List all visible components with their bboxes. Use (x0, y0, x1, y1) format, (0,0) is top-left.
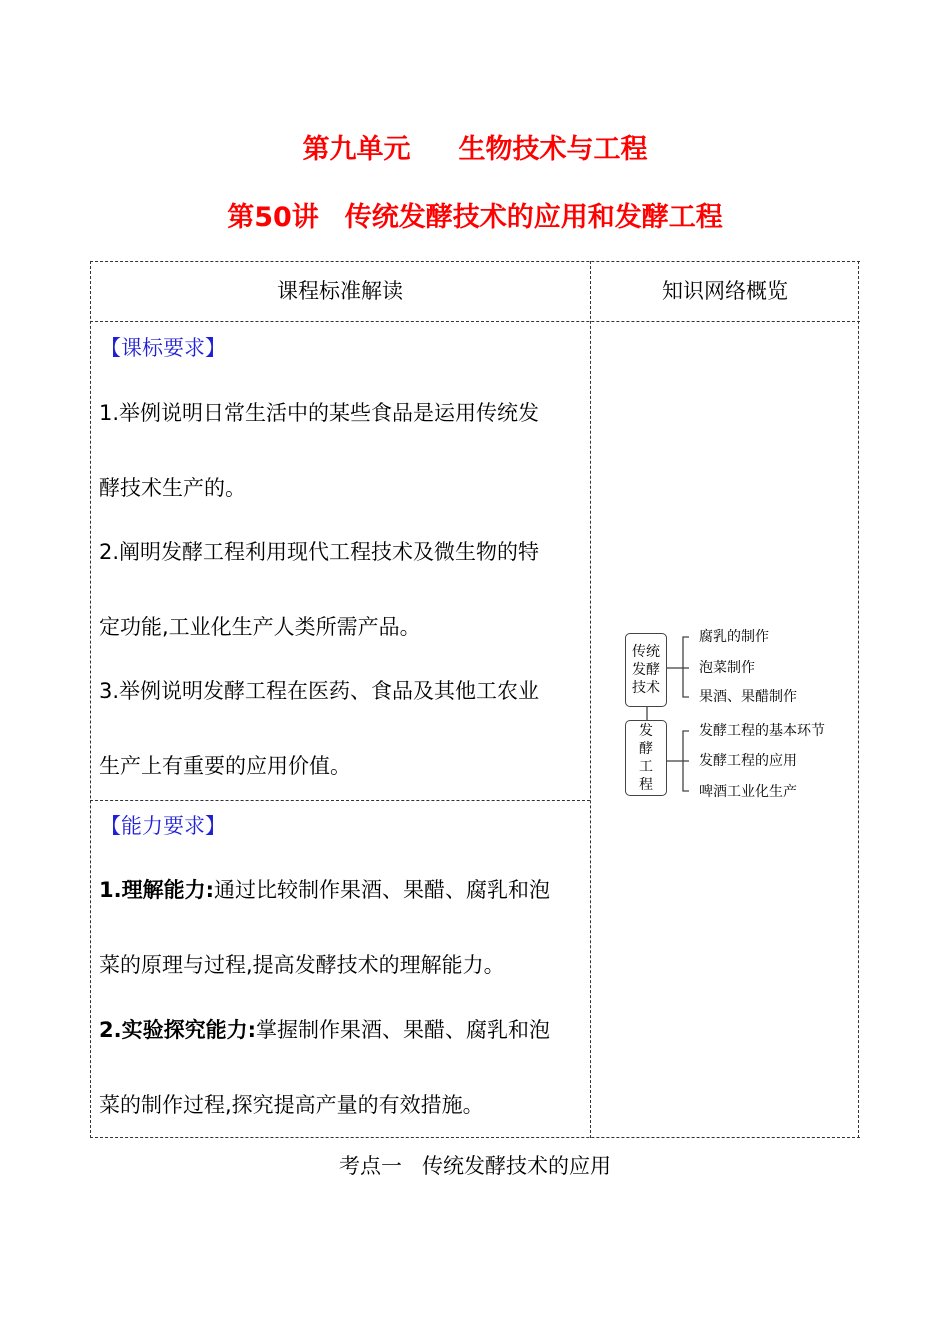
mindmap-node2-line4: 程 (639, 777, 653, 793)
lecture-title (0, 201, 950, 235)
curriculum-item-2-line1: 2.阐明发酵工程利用现代工程技术及微生物的特 (99, 540, 540, 564)
table-border-left (90, 261, 91, 1138)
table-header-divider (90, 321, 860, 322)
ability-item-1-line1: 通过比较制作果酒、果醋、腐乳和泡 (214, 878, 550, 902)
table-column-divider (590, 261, 591, 1138)
course-table (90, 261, 860, 1139)
curriculum-label: 【课标要求】 (100, 336, 226, 360)
ability-label: 【能力要求】 (100, 814, 226, 838)
exam-point-label: 考点一 (339, 1154, 402, 1178)
lecture-label: 第50讲 (227, 202, 319, 233)
mindmap-node1-line1: 传统 (632, 644, 660, 660)
mindmap-leaf-guojiu: 果酒、果醋制作 (699, 689, 797, 705)
curriculum-item-2 (99, 515, 584, 665)
curriculum-item-3-line2: 生产上有重要的应用价值。 (99, 754, 351, 778)
ability-item-2-line1: 掌握制作果酒、果醋、腐乳和泡 (256, 1018, 550, 1042)
exam-point-title (0, 1152, 950, 1180)
ability-item-2-title: 2.实验探究能力: (99, 1018, 256, 1042)
lecture-name: 传统发酵技术的应用和发酵工程 (344, 202, 723, 233)
unit-title (0, 133, 950, 167)
curriculum-item-3-line1: 3.举例说明发酵工程在医药、食品及其他工农业 (99, 679, 540, 703)
mindmap-leaf-beer: 啤酒工业化生产 (699, 784, 797, 800)
ability-item-1-title: 1.理解能力: (99, 878, 214, 902)
col-header-knowledge-map: 知识网络概览 (662, 279, 788, 303)
mindmap-leaf-paocai: 泡菜制作 (699, 660, 755, 676)
mindmap-node2-line3: 工 (639, 759, 653, 775)
curriculum-item-3 (99, 654, 584, 804)
curriculum-item-1 (99, 376, 584, 526)
ability-item-1-line2: 菜的原理与过程,提高发酵技术的理解能力。 (99, 953, 505, 977)
mindmap-node1-line2: 发酵 (632, 662, 660, 678)
unit-name: 生物技术与工程 (458, 134, 648, 165)
mindmap-node2-line1: 发 (639, 723, 653, 739)
mindmap-node-traditional-fermentation (625, 633, 667, 707)
unit-label: 第九单元 (302, 134, 411, 165)
curriculum-item-2-line2: 定功能,工业化生产人类所需产品。 (99, 615, 421, 639)
table-border-right (858, 261, 859, 1138)
mindmap-node1-line3: 技术 (632, 680, 660, 696)
exam-point-name: 传统发酵技术的应用 (422, 1154, 611, 1178)
mindmap-node-fermentation-engineering (625, 720, 667, 796)
ability-item-2-line2: 菜的制作过程,探究提高产量的有效措施。 (99, 1093, 484, 1117)
mindmap-leaf-sufu: 腐乳的制作 (699, 629, 769, 645)
curriculum-item-1-line1: 1.举例说明日常生活中的某些食品是运用传统发 (99, 401, 540, 425)
mindmap-leaf-application: 发酵工程的应用 (699, 753, 797, 769)
ability-item-2 (99, 993, 584, 1143)
curriculum-item-1-line2: 酵技术生产的。 (99, 476, 246, 500)
col-header-curriculum: 课程标准解读 (277, 279, 403, 303)
mindmap-node2-line2: 酵 (639, 741, 653, 757)
ability-item-1 (99, 853, 584, 1003)
mindmap-leaf-basic-steps: 发酵工程的基本环节 (699, 723, 825, 739)
